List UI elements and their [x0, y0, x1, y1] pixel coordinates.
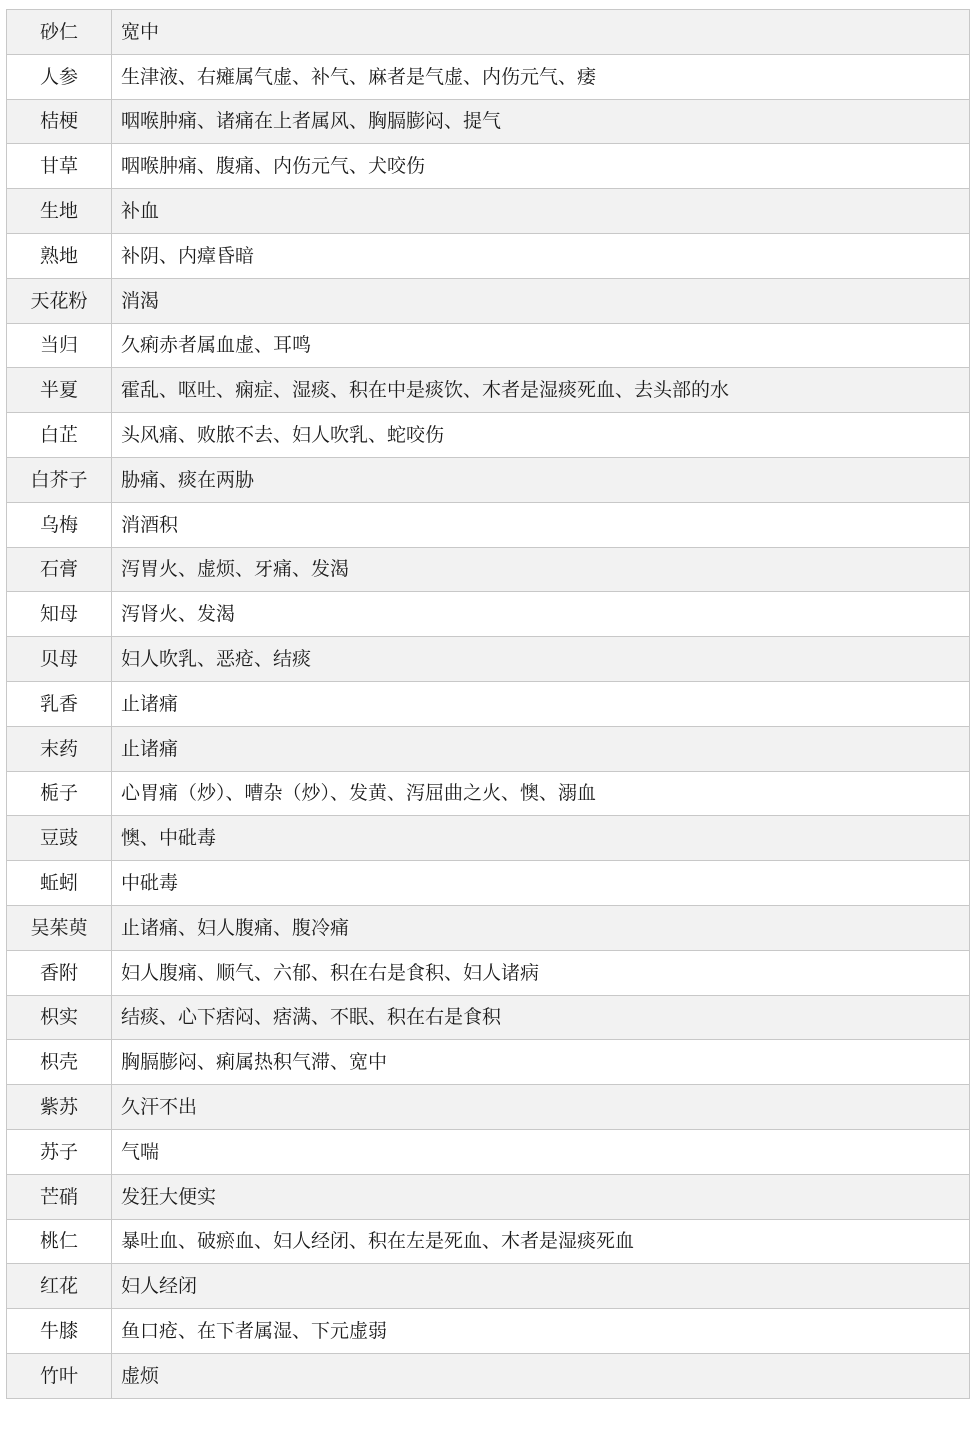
herb-effect-cell: 霍乱、呕吐、痫症、湿痰、积在中是痰饮、木者是湿痰死血、去头部的水	[112, 368, 970, 413]
herb-effect-cell: 止诸痛	[112, 681, 970, 726]
herb-name-cell: 香附	[7, 950, 112, 995]
table-row	[7, 726, 970, 771]
herb-name-cell: 甘草	[7, 144, 112, 189]
herb-effect-cell: 胸膈膨闷、痢属热积气滞、宽中	[112, 1040, 970, 1085]
table-row	[7, 10, 970, 55]
herb-name-cell: 芒硝	[7, 1174, 112, 1219]
herb-effect-cell: 心胃痛（炒）、嘈杂（炒）、发黄、泻屈曲之火、懊、溺血	[112, 771, 970, 816]
herb-effect-cell: 久痢赤者属血虚、耳鸣	[112, 323, 970, 368]
herb-name-cell: 半夏	[7, 368, 112, 413]
herb-effect-cell: 消酒积	[112, 502, 970, 547]
table-row	[7, 861, 970, 906]
herb-name-cell: 枳实	[7, 995, 112, 1040]
herb-name-cell: 生地	[7, 189, 112, 234]
herb-name-cell: 红花	[7, 1264, 112, 1309]
table-row	[7, 99, 970, 144]
herb-effect-cell: 补血	[112, 189, 970, 234]
herb-effect-cell: 久汗不出	[112, 1085, 970, 1130]
herb-effect-cell: 发狂大便实	[112, 1174, 970, 1219]
table-row	[7, 1129, 970, 1174]
table-row	[7, 1219, 970, 1264]
table-row	[7, 1085, 970, 1130]
herb-name-cell: 砂仁	[7, 10, 112, 55]
table-row	[7, 816, 970, 861]
table-row	[7, 144, 970, 189]
herb-name-cell: 知母	[7, 592, 112, 637]
herb-effect-cell: 妇人吹乳、恶疮、结痰	[112, 637, 970, 682]
herb-name-cell: 白芷	[7, 413, 112, 458]
herb-name-cell: 紫苏	[7, 1085, 112, 1130]
table-row	[7, 637, 970, 682]
herb-name-cell: 桃仁	[7, 1219, 112, 1264]
herb-name-cell: 石膏	[7, 547, 112, 592]
table-row	[7, 189, 970, 234]
table-row	[7, 502, 970, 547]
herb-effect-cell: 止诸痛、妇人腹痛、腹冷痛	[112, 905, 970, 950]
herb-name-cell: 当归	[7, 323, 112, 368]
herb-name-cell: 竹叶	[7, 1353, 112, 1398]
herb-effect-cell: 消渴	[112, 278, 970, 323]
herb-effect-cell: 咽喉肿痛、诸痛在上者属风、胸膈膨闷、提气	[112, 99, 970, 144]
herb-effect-cell: 虚烦	[112, 1353, 970, 1398]
herb-name-cell: 末药	[7, 726, 112, 771]
herb-effect-cell: 懊、中砒毒	[112, 816, 970, 861]
table-row	[7, 592, 970, 637]
herb-name-cell: 蚯蚓	[7, 861, 112, 906]
table-row	[7, 323, 970, 368]
herb-effect-cell: 头风痛、败脓不去、妇人吹乳、蛇咬伤	[112, 413, 970, 458]
herb-effects-table	[6, 9, 970, 1399]
herb-name-cell: 吴茱萸	[7, 905, 112, 950]
herb-effect-cell: 咽喉肿痛、腹痛、内伤元气、犬咬伤	[112, 144, 970, 189]
herb-name-cell: 牛膝	[7, 1309, 112, 1354]
herb-effect-cell: 补阴、内瘴昏暗	[112, 233, 970, 278]
herb-effect-cell: 气喘	[112, 1129, 970, 1174]
herb-table-container	[6, 9, 969, 1399]
herb-effect-cell: 结痰、心下痞闷、痞满、不眠、积在右是食积	[112, 995, 970, 1040]
herb-effect-cell: 泻肾火、发渴	[112, 592, 970, 637]
herb-effect-cell: 妇人腹痛、顺气、六郁、积在右是食积、妇人诸病	[112, 950, 970, 995]
table-row	[7, 413, 970, 458]
herb-name-cell: 桔梗	[7, 99, 112, 144]
table-row	[7, 1309, 970, 1354]
table-row	[7, 1174, 970, 1219]
herb-name-cell: 栀子	[7, 771, 112, 816]
herb-effect-cell: 止诸痛	[112, 726, 970, 771]
table-row	[7, 278, 970, 323]
table-row	[7, 547, 970, 592]
table-row	[7, 233, 970, 278]
table-row	[7, 1353, 970, 1398]
herb-name-cell: 苏子	[7, 1129, 112, 1174]
herb-effect-cell: 暴吐血、破瘀血、妇人经闭、积在左是死血、木者是湿痰死血	[112, 1219, 970, 1264]
herb-name-cell: 熟地	[7, 233, 112, 278]
table-row	[7, 950, 970, 995]
herb-effect-cell: 妇人经闭	[112, 1264, 970, 1309]
herb-name-cell: 乳香	[7, 681, 112, 726]
herb-name-cell: 人参	[7, 54, 112, 99]
table-row	[7, 681, 970, 726]
table-row	[7, 1040, 970, 1085]
table-row	[7, 905, 970, 950]
herb-effect-cell: 泻胃火、虚烦、牙痛、发渴	[112, 547, 970, 592]
table-row	[7, 457, 970, 502]
herb-name-cell: 豆豉	[7, 816, 112, 861]
herb-name-cell: 乌梅	[7, 502, 112, 547]
herb-name-cell: 贝母	[7, 637, 112, 682]
herb-table-body	[7, 10, 970, 1399]
herb-effect-cell: 胁痛、痰在两胁	[112, 457, 970, 502]
table-row	[7, 995, 970, 1040]
herb-effect-cell: 鱼口疮、在下者属湿、下元虚弱	[112, 1309, 970, 1354]
herb-name-cell: 枳壳	[7, 1040, 112, 1085]
herb-effect-cell: 生津液、右瘫属气虚、补气、麻者是气虚、内伤元气、痿	[112, 54, 970, 99]
herb-effect-cell: 中砒毒	[112, 861, 970, 906]
herb-name-cell: 天花粉	[7, 278, 112, 323]
table-row	[7, 54, 970, 99]
herb-effect-cell: 宽中	[112, 10, 970, 55]
table-row	[7, 1264, 970, 1309]
table-row	[7, 368, 970, 413]
table-row	[7, 771, 970, 816]
herb-name-cell: 白芥子	[7, 457, 112, 502]
